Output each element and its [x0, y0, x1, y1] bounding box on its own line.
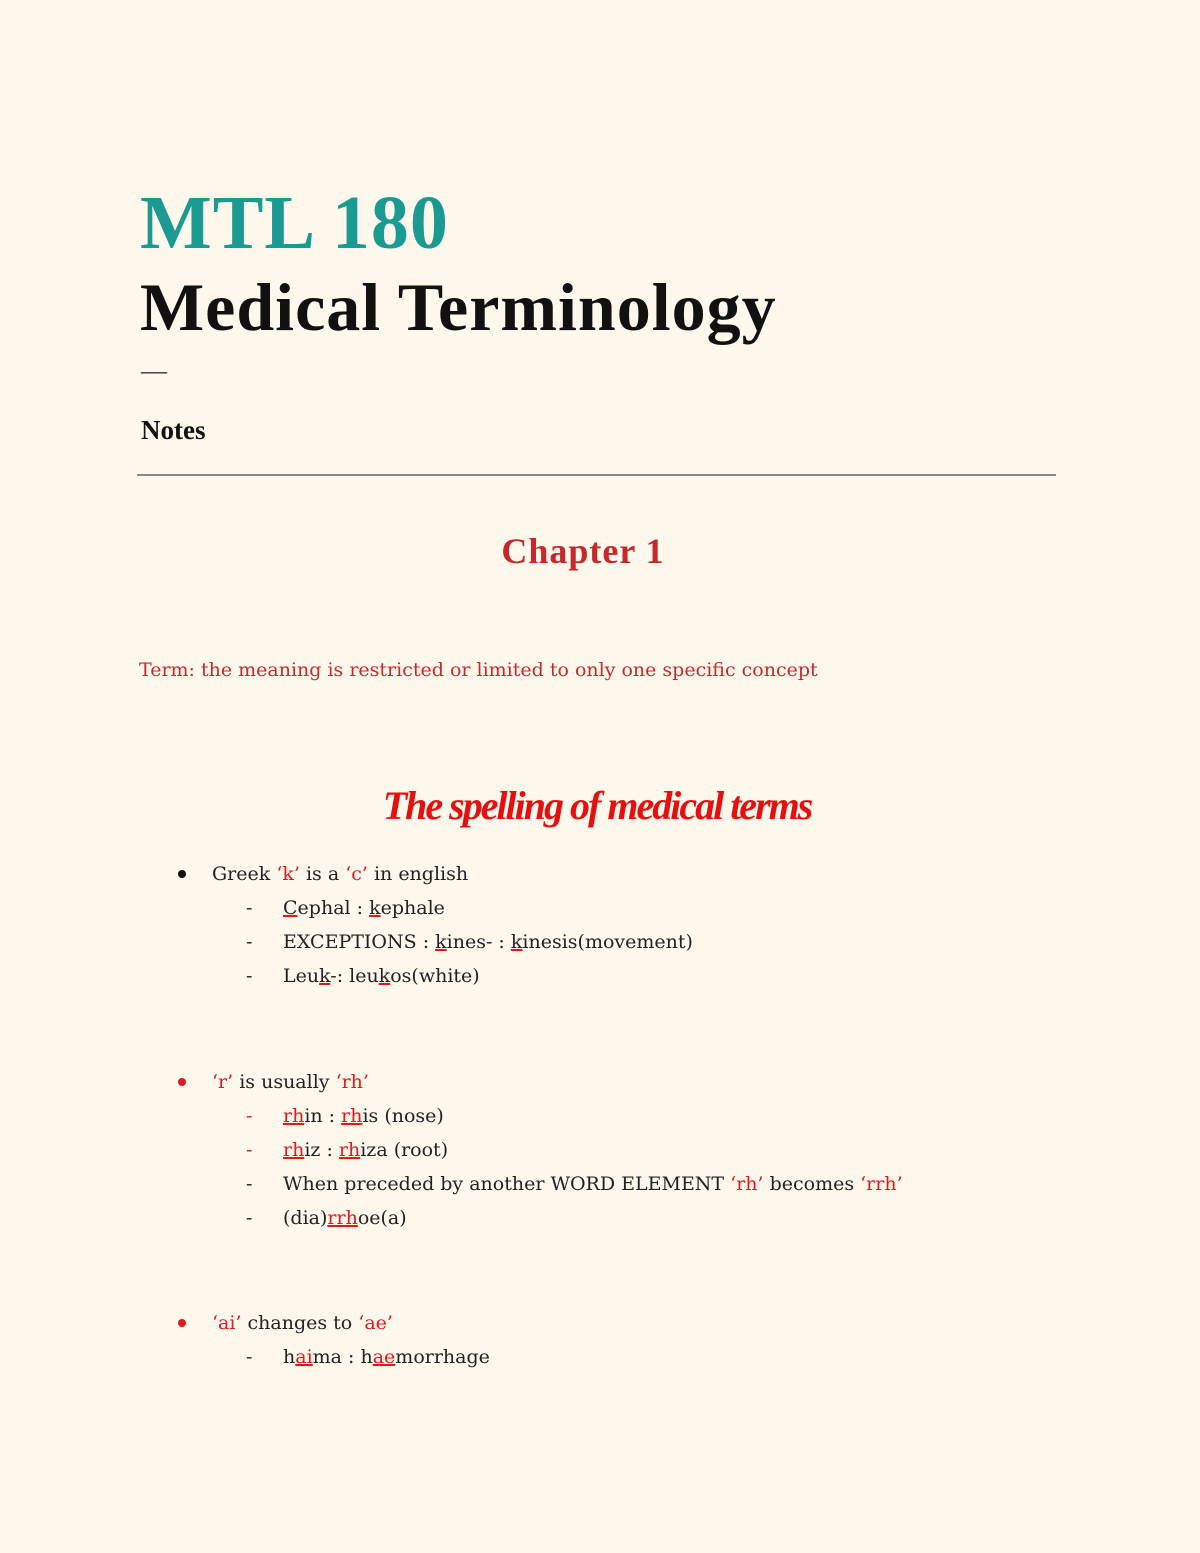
bullet-highlight: ‘k’: [276, 863, 300, 885]
bullet-text: Greek: [212, 863, 277, 885]
underlined-letter: ae: [372, 1346, 396, 1368]
bullet-text: is usually: [233, 1071, 336, 1093]
sub-text: -: leu: [330, 965, 379, 987]
bullet-highlight: ‘ai’: [212, 1312, 242, 1334]
sub-item-haima: [283, 1343, 490, 1371]
horizontal-rule: [137, 474, 1056, 476]
bullet-dot-red: [178, 1078, 186, 1086]
bullet-text: changes to: [241, 1312, 359, 1334]
term-definition: Term: the meaning is restricted or limited to only one specific concept: [139, 659, 818, 681]
sub-dash: -: [246, 965, 253, 987]
sub-item-diarrhoea: [283, 1204, 407, 1232]
sub-text: iza (root): [360, 1139, 449, 1161]
sub-item-exceptions: [283, 928, 693, 956]
sub-text: oe(a): [357, 1207, 407, 1229]
sub-item-cephal: [283, 894, 445, 922]
bullet-highlight: ‘r’: [212, 1071, 234, 1093]
underlined-letter: k: [435, 931, 447, 953]
sub-text: Leu: [283, 965, 320, 987]
sub-text: ma : h: [312, 1346, 373, 1368]
bullet-highlight: ‘rh’: [335, 1071, 369, 1093]
underlined-letter: k: [319, 965, 331, 987]
underlined-letter: k: [510, 931, 523, 953]
course-name: Medical Terminology: [140, 269, 777, 345]
sub-highlight: ‘rrh’: [860, 1173, 903, 1195]
sub-text: inesis(movement): [522, 931, 693, 953]
course-code: MTL 180: [140, 181, 449, 265]
sub-text: ephale: [380, 897, 445, 919]
bullet-highlight: ‘c’: [345, 863, 368, 885]
sub-dash: -: [246, 897, 253, 919]
sub-dash: -: [246, 1105, 253, 1127]
sub-text: When preceded by another WORD ELEMENT: [283, 1173, 731, 1195]
sub-dash: -: [246, 1207, 253, 1229]
chapter-heading: Chapter 1: [501, 531, 665, 571]
bullet-dot-black: [178, 870, 186, 878]
sub-item-word-element: [283, 1170, 903, 1198]
sub-text: (dia): [283, 1207, 328, 1229]
sub-dash: -: [246, 1173, 253, 1195]
section-heading: The spelling of medical terms: [382, 783, 812, 828]
notes-label: Notes: [141, 415, 206, 445]
bullet-text: in english: [367, 863, 469, 885]
bullet-highlight: ‘ae’: [358, 1312, 393, 1334]
underlined-letter: k: [378, 965, 391, 987]
underlined-letter: rh: [283, 1139, 305, 1161]
sub-text: EXCEPTIONS :: [283, 931, 436, 953]
sub-text: is (nose): [362, 1105, 444, 1127]
rule-bullet-r-rh: [212, 1068, 369, 1096]
rule-bullet-greek-k: [212, 860, 468, 888]
underlined-letter: k: [369, 897, 381, 919]
sub-item-rhiz: [283, 1136, 448, 1164]
bullet-dot-red: [178, 1319, 186, 1327]
sub-highlight: ‘rh’: [730, 1173, 764, 1195]
underlined-letter: ai: [295, 1346, 313, 1368]
sub-item-rhin: [283, 1102, 444, 1130]
sub-dash: -: [246, 1139, 253, 1161]
title-dash: —: [141, 356, 167, 385]
bullet-text: is a: [299, 863, 346, 885]
rule-bullet-ai-ae: [212, 1309, 393, 1337]
underlined-letter: rh: [338, 1139, 361, 1161]
sub-text: morrhage: [395, 1346, 490, 1368]
underlined-letter: rrh: [327, 1207, 358, 1229]
sub-text: h: [283, 1346, 296, 1368]
underlined-letter: rh: [341, 1105, 363, 1127]
underlined-letter: C: [283, 897, 298, 919]
sub-text: becomes: [763, 1173, 861, 1195]
sub-text: os(white): [390, 965, 480, 987]
sub-text: ephal :: [297, 897, 370, 919]
sub-dash: -: [246, 1346, 253, 1368]
sub-text: in :: [304, 1105, 342, 1127]
sub-text: iz :: [304, 1139, 339, 1161]
sub-dash: -: [246, 931, 253, 953]
sub-text: ines- :: [446, 931, 511, 953]
sub-item-leuk: [283, 962, 480, 990]
underlined-letter: rh: [283, 1105, 305, 1127]
